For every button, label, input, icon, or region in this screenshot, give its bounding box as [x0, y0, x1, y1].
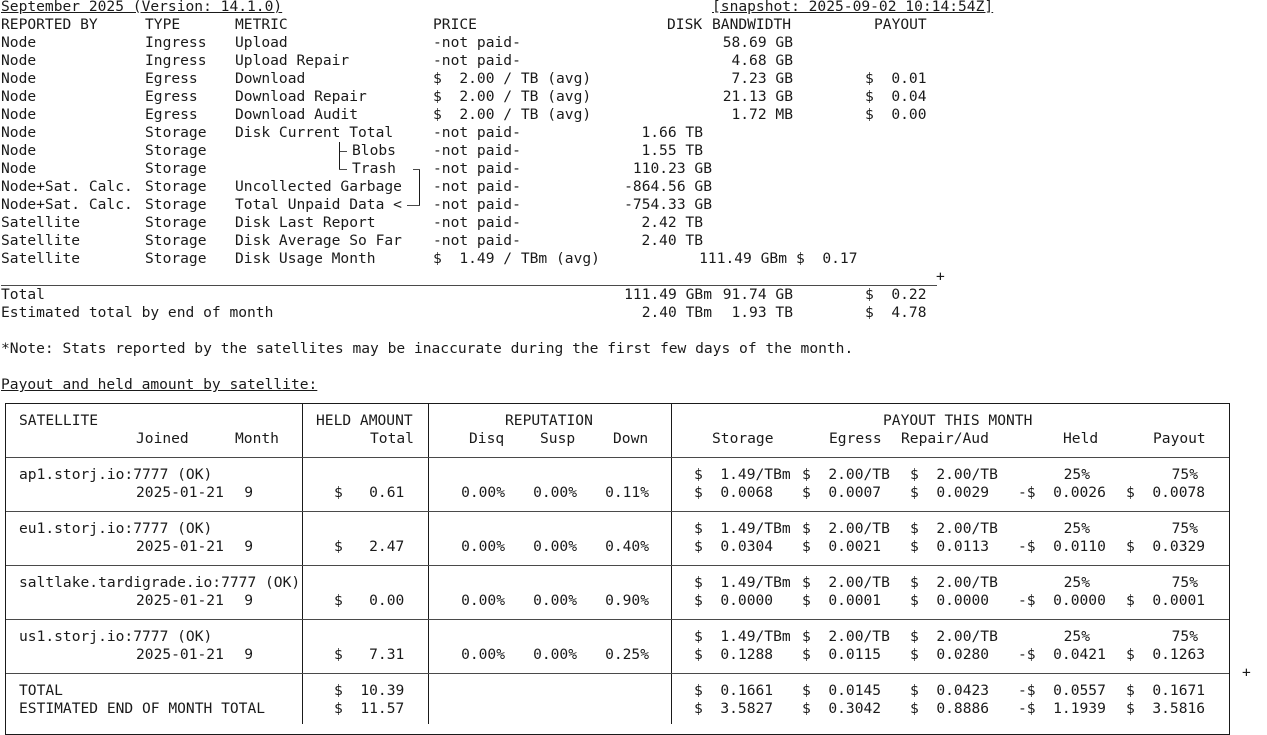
sat-estimated-label: ESTIMATED END OF MONTH TOTAL — [19, 700, 266, 717]
satellite-held: -$ 0.0110 — [1018, 538, 1106, 555]
satellite-held-pct: 25% — [1063, 574, 1090, 591]
satellite-egress: $ 0.0115 — [802, 646, 882, 663]
row-disk: 1.66 TB — [641, 124, 703, 141]
row-reported-by: Node — [1, 70, 37, 87]
satellite-storage: $ 0.0304 — [694, 538, 774, 555]
totals-separator — [1, 285, 937, 286]
satellite-egress: $ 0.0007 — [802, 484, 882, 501]
row-reported-by: Node — [1, 124, 37, 141]
row-metric: Blobs — [352, 142, 396, 159]
satellite-rate-repair: $ 2.00/TB — [910, 520, 998, 537]
row-price: -not paid- — [433, 160, 521, 177]
row-reported-by: Node — [1, 88, 37, 105]
row-reported-by: Node — [1, 106, 37, 123]
row-type: Storage — [145, 196, 207, 213]
sat-estimated-storage: $ 3.5827 — [694, 700, 774, 717]
row-price: -not paid- — [433, 52, 521, 69]
row-price: $ 2.00 / TB (avg) — [433, 88, 592, 105]
sat-total-label: TOTAL — [19, 682, 63, 699]
satellite-payout: $ 0.0001 — [1126, 592, 1206, 609]
satellite-repair: $ 0.0113 — [910, 538, 990, 555]
totals-plus-marker: + — [936, 268, 945, 285]
satellite-payout: $ 0.0078 — [1126, 484, 1206, 501]
row-reported-by: Node+Sat. Calc. — [1, 178, 133, 195]
satellite-name: us1.storj.io:7777 (OK) — [19, 628, 213, 645]
row-type: Ingress — [145, 34, 207, 51]
row-price: -not paid- — [433, 178, 521, 195]
satellite-down: 0.11% — [605, 484, 649, 501]
row-price: -not paid- — [433, 34, 521, 51]
row-reported-by: Node — [1, 52, 37, 69]
satellite-payout-pct: 75% — [1171, 520, 1198, 537]
snapshot-timestamp: [snapshot: 2025-09-02 10:14:54Z] — [712, 0, 994, 15]
col-disk: DISK — [667, 16, 703, 33]
satellite-payout: $ 0.0329 — [1126, 538, 1206, 555]
row-type: Storage — [145, 250, 207, 267]
satellite-held-pct: 25% — [1063, 466, 1090, 483]
row-payout: $ 0.04 — [865, 88, 927, 105]
row-price: -not paid- — [433, 214, 521, 231]
row-type: Egress — [145, 106, 198, 123]
col-bandwidth: BANDWIDTH — [712, 16, 792, 33]
sat-total-egress: $ 0.0145 — [802, 682, 882, 699]
row-type: Storage — [145, 142, 207, 159]
row-type: Storage — [145, 214, 207, 231]
header-susp: Susp — [540, 430, 576, 447]
satellite-held: -$ 0.0026 — [1018, 484, 1106, 501]
row-payout: $ 0.01 — [865, 70, 927, 87]
table-row-divider — [6, 457, 1229, 458]
row-disk: 1.55 TB — [641, 142, 703, 159]
row-metric: Uncollected Garbage — [235, 178, 402, 195]
satellite-held: -$ 0.0000 — [1018, 592, 1106, 609]
satellite-rate-egress: $ 2.00/TB — [802, 574, 890, 591]
satellite-storage: $ 0.0068 — [694, 484, 774, 501]
row-payout: $ 0.00 — [865, 106, 927, 123]
estimated-disk: 2.40 TBm — [641, 304, 712, 321]
header-satellite: SATELLITE — [19, 412, 99, 429]
satellite-name: saltlake.tardigrade.io:7777 (OK) — [19, 574, 301, 591]
row-metric: Disk Average So Far — [235, 232, 402, 249]
sat-estimated-payout: $ 3.5816 — [1126, 700, 1206, 717]
row-reported-by: Node — [1, 34, 37, 51]
total-bandwidth: 91.74 GB — [722, 286, 793, 303]
estimated-bandwidth: 1.93 TB — [731, 304, 793, 321]
table-column-divider — [302, 404, 303, 724]
satellite-storage: $ 0.1288 — [694, 646, 774, 663]
tree-connector — [339, 142, 340, 170]
satellite-held-pct: 25% — [1063, 520, 1090, 537]
sat-total-held-amt: -$ 0.0557 — [1018, 682, 1106, 699]
row-type: Egress — [145, 88, 198, 105]
total-label: Total — [1, 286, 45, 303]
row-price: -not paid- — [433, 232, 521, 249]
table-column-divider — [1229, 404, 1230, 724]
row-type: Storage — [145, 178, 207, 195]
row-price: $ 2.00 / TB (avg) — [433, 106, 592, 123]
satellite-rate-egress: $ 2.00/TB — [802, 520, 890, 537]
header-repair-aud: Repair/Aud — [901, 430, 989, 447]
col-reported-by: REPORTED BY — [1, 16, 98, 33]
satellite-held-pct: 25% — [1063, 628, 1090, 645]
row-price: $ 1.49 / TBm (avg) — [433, 250, 600, 267]
satellite-repair: $ 0.0029 — [910, 484, 990, 501]
satellite-rate-egress: $ 2.00/TB — [802, 628, 890, 645]
row-disk: 110.23 GB — [632, 160, 712, 177]
estimated-payout: $ 4.78 — [865, 304, 927, 321]
row-price: -not paid- — [433, 142, 521, 159]
header-payout: Payout — [1153, 430, 1206, 447]
satellite-rate-storage: $ 1.49/TBm — [694, 574, 791, 591]
sat-estimated-repair: $ 0.8886 — [910, 700, 990, 717]
row-payout: $ 0.17 — [796, 250, 858, 267]
satellite-payout: $ 0.1263 — [1126, 646, 1206, 663]
header-payout-this-month: PAYOUT THIS MONTH — [883, 412, 1033, 429]
row-metric: Upload Repair — [235, 52, 350, 69]
satellite-joined: 2025-01-21 — [136, 646, 224, 663]
satellite-name: eu1.storj.io:7777 (OK) — [19, 520, 213, 537]
sat-total-storage: $ 0.1661 — [694, 682, 774, 699]
satellite-joined: 2025-01-21 — [136, 484, 224, 501]
satellite-held-total: $ 7.31 — [334, 646, 405, 663]
row-reported-by: Satellite — [1, 232, 81, 249]
satellite-name: ap1.storj.io:7777 (OK) — [19, 466, 213, 483]
satellite-payout-pct: 75% — [1171, 574, 1198, 591]
satellite-disq: 0.00% — [461, 646, 505, 663]
header-held-total: Total — [370, 430, 414, 447]
satellite-susp: 0.00% — [533, 646, 577, 663]
col-metric: METRIC — [235, 16, 288, 33]
satellite-susp: 0.00% — [533, 484, 577, 501]
satellite-payout-pct: 75% — [1171, 466, 1198, 483]
header-month: Month — [235, 430, 279, 447]
row-reported-by: Node+Sat. Calc. — [1, 196, 133, 213]
satellite-rate-repair: $ 2.00/TB — [910, 466, 998, 483]
tree-connector — [413, 169, 420, 170]
tree-connector — [339, 169, 347, 170]
satellite-section-title: Payout and held amount by satellite: — [1, 376, 318, 393]
total-disk: 111.49 GBm — [624, 286, 712, 303]
header-joined: Joined — [136, 430, 189, 447]
satellite-month: 9 — [244, 484, 253, 501]
header-disq: Disq — [469, 430, 505, 447]
sat-plus-marker: + — [1242, 664, 1251, 681]
col-type: TYPE — [145, 16, 181, 33]
row-price: -not paid- — [433, 196, 521, 213]
row-reported-by: Satellite — [1, 214, 81, 231]
satellite-down: 0.25% — [605, 646, 649, 663]
header-down: Down — [613, 430, 649, 447]
row-disk: 111.49 GBm — [699, 250, 787, 267]
row-disk: 2.42 TB — [641, 214, 703, 231]
total-payout: $ 0.22 — [865, 286, 927, 303]
row-type: Ingress — [145, 52, 207, 69]
satellite-held-total: $ 2.47 — [334, 538, 405, 555]
row-type: Storage — [145, 232, 207, 249]
satellite-susp: 0.00% — [533, 538, 577, 555]
satellite-down: 0.40% — [605, 538, 649, 555]
satellite-joined: 2025-01-21 — [136, 538, 224, 555]
stats-note: *Note: Stats reported by the satellites may be inaccurate during the first few days of the month. — [1, 340, 854, 357]
row-metric: Disk Current Total — [235, 124, 394, 141]
header-held-amount: HELD AMOUNT — [316, 412, 413, 429]
table-column-divider — [428, 404, 429, 724]
satellite-rate-storage: $ 1.49/TBm — [694, 520, 791, 537]
header-held: Held — [1063, 430, 1099, 447]
sat-estimated-held: $ 11.57 — [334, 700, 405, 717]
satellite-egress: $ 0.0021 — [802, 538, 882, 555]
table-row-divider — [6, 565, 1229, 566]
header-storage: Storage — [712, 430, 774, 447]
satellite-rate-egress: $ 2.00/TB — [802, 466, 890, 483]
satellite-month: 9 — [244, 538, 253, 555]
tree-connector — [407, 205, 420, 206]
table-column-divider — [671, 404, 672, 724]
row-bandwidth: 21.13 GB — [722, 88, 793, 105]
sat-total-payout: $ 0.1671 — [1126, 682, 1206, 699]
row-type: Storage — [145, 160, 207, 177]
row-disk: 2.40 TB — [641, 232, 703, 249]
table-row-divider — [6, 511, 1229, 512]
satellite-disq: 0.00% — [461, 538, 505, 555]
table-row-divider — [6, 619, 1229, 620]
satellite-disq: 0.00% — [461, 592, 505, 609]
row-reported-by: Satellite — [1, 250, 81, 267]
satellite-payout-pct: 75% — [1171, 628, 1198, 645]
row-metric: Trash — [352, 160, 396, 177]
sat-estimated-held-amt: -$ 1.1939 — [1018, 700, 1106, 717]
row-disk: -864.56 GB — [624, 178, 712, 195]
row-metric: Download Audit — [235, 106, 359, 123]
col-price: PRICE — [433, 16, 477, 33]
row-price: $ 2.00 / TB (avg) — [433, 70, 592, 87]
satellite-repair: $ 0.0000 — [910, 592, 990, 609]
row-metric: Total Unpaid Data < — [235, 196, 402, 213]
satellite-egress: $ 0.0001 — [802, 592, 882, 609]
satellite-down: 0.90% — [605, 592, 649, 609]
row-metric: Download — [235, 70, 306, 87]
tree-connector — [419, 169, 420, 206]
satellite-month: 9 — [244, 646, 253, 663]
row-reported-by: Node — [1, 160, 37, 177]
col-payout: PAYOUT — [874, 16, 927, 33]
satellite-repair: $ 0.0280 — [910, 646, 990, 663]
sat-estimated-egress: $ 0.3042 — [802, 700, 882, 717]
satellite-rate-repair: $ 2.00/TB — [910, 574, 998, 591]
row-type: Storage — [145, 124, 207, 141]
satellite-held-total: $ 0.00 — [334, 592, 405, 609]
row-type: Egress — [145, 70, 198, 87]
sat-total-repair: $ 0.0423 — [910, 682, 990, 699]
satellite-held: -$ 0.0421 — [1018, 646, 1106, 663]
satellite-rate-storage: $ 1.49/TBm — [694, 628, 791, 645]
satellite-rate-repair: $ 2.00/TB — [910, 628, 998, 645]
satellite-month: 9 — [244, 592, 253, 609]
satellite-joined: 2025-01-21 — [136, 592, 224, 609]
row-metric: Download Repair — [235, 88, 367, 105]
row-price: -not paid- — [433, 124, 521, 141]
header-reputation: REPUTATION — [505, 412, 593, 429]
row-bandwidth: 58.69 GB — [722, 34, 793, 51]
row-bandwidth: 1.72 MB — [731, 106, 793, 123]
satellite-susp: 0.00% — [533, 592, 577, 609]
tree-connector — [339, 151, 347, 152]
row-metric: Disk Last Report — [235, 214, 376, 231]
estimated-label: Estimated total by end of month — [1, 304, 274, 321]
report-title: September 2025 (Version: 14.1.0) — [1, 0, 283, 15]
row-metric: Upload — [235, 34, 288, 51]
header-egress: Egress — [829, 430, 882, 447]
row-bandwidth: 7.23 GB — [731, 70, 793, 87]
row-reported-by: Node — [1, 142, 37, 159]
satellite-storage: $ 0.0000 — [694, 592, 774, 609]
table-row-divider — [6, 673, 1229, 674]
row-metric: Disk Usage Month — [235, 250, 376, 267]
satellite-rate-storage: $ 1.49/TBm — [694, 466, 791, 483]
row-bandwidth: 4.68 GB — [731, 52, 793, 69]
satellite-held-total: $ 0.61 — [334, 484, 405, 501]
sat-total-held: $ 10.39 — [334, 682, 405, 699]
row-disk: -754.33 GB — [624, 196, 712, 213]
satellite-disq: 0.00% — [461, 484, 505, 501]
